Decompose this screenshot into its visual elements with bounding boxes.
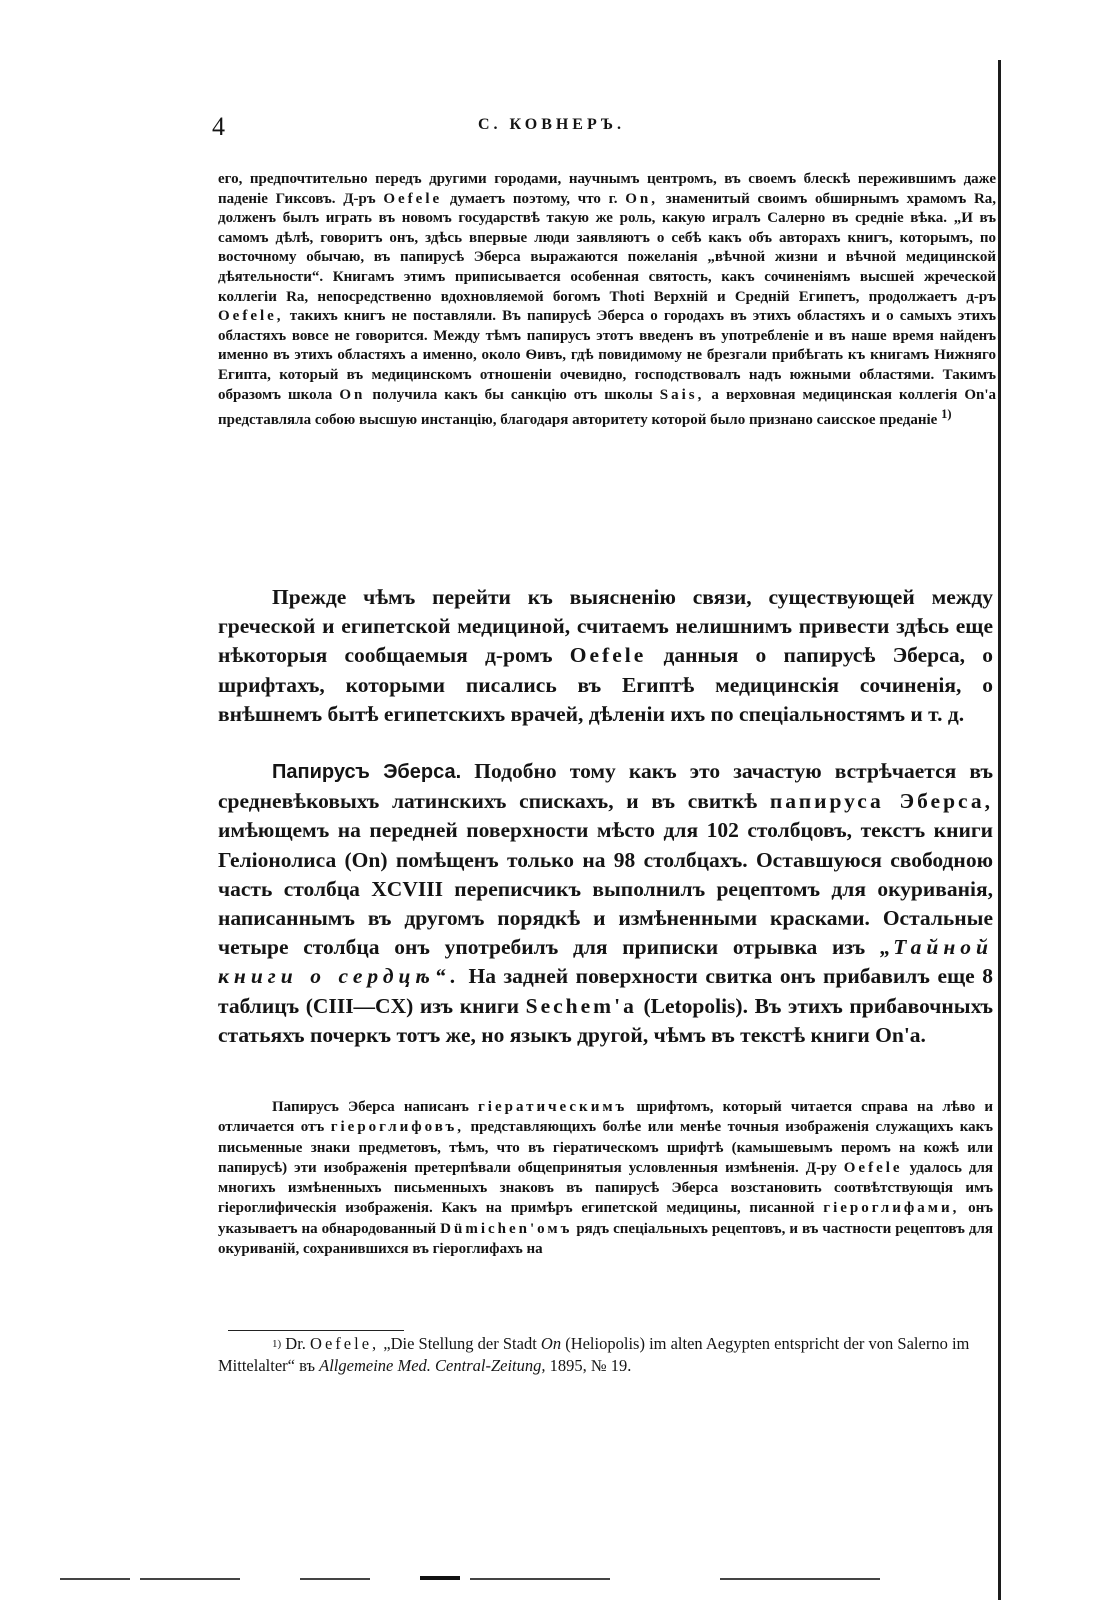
page-number: 4 <box>212 112 225 141</box>
hieratic-paragraph <box>218 1097 993 1259</box>
page-edge-rule <box>998 60 1001 1600</box>
footnote-city: On <box>540 1334 562 1353</box>
name-ra: Ra, <box>286 288 309 305</box>
main-paragraph <box>218 583 993 729</box>
papyrus-ebers-term: папируса Эберса, <box>769 789 993 814</box>
running-head: С. КОВНЕРЪ. <box>477 116 625 133</box>
text-run: его, предпочтительно передъ другими городами, научнымъ центромъ, въ своемъ блескѣ пережившимъ даже паденіе Гиксовъ. Д-ръ <box>218 171 996 207</box>
footnote-divider <box>228 1330 404 1331</box>
text-run: знаменитый своимъ обширнымъ храмомъ <box>665 190 967 207</box>
name-oefele: Oefele <box>569 643 647 668</box>
secret-book-title: „Тайной книги о сердцѣ“. <box>218 935 994 989</box>
scan-artifact <box>300 1578 370 1580</box>
footnote-author: Oefele, <box>310 1334 380 1353</box>
text-run: непосредственно вдохновляемой богомъ Thoti Верхній и Средній Египетъ, продолжаетъ д-ръ <box>317 288 997 305</box>
name-sechem: Sechem'a <box>525 993 637 1018</box>
term-hieroglyphs: гіероглифами, <box>823 1200 960 1217</box>
small-print-paragraph <box>218 170 996 431</box>
text-run: получила какъ бы санкцію отъ школы <box>372 386 653 403</box>
scan-artifact <box>470 1578 610 1580</box>
scan-artifact <box>420 1576 460 1580</box>
text-run: онъ указываетъ на обнародованный <box>218 1200 993 1237</box>
text-run: долженъ былъ играть въ новомъ государствѣ такую же роль, какую игралъ Салерно въ средніе вѣка. „И въ самомъ дѣлѣ, говоритъ онъ, здѣсь впервые люди заявляютъ о себѣ какъ объ авторахъ книгъ, которымъ, по восточному обычаю, въ папирусѣ Эберса выражаются пожеланія „вѣчной жизни и вѣчной медицинской дѣятельности“. Книгамъ этимъ приписывается особенная святость, какъ сочиненіямъ высшей жреческой коллегіи <box>218 210 996 305</box>
text-run: думаетъ поэтому, что г. <box>449 190 618 207</box>
scan-artifact <box>140 1578 240 1580</box>
name-oefele: Oefele <box>843 1159 903 1176</box>
text-run: На задней поверхности свитка онъ прибавилъ еще 8 таблицъ (CIII—CX) изъ книги <box>218 964 993 1018</box>
footnote-author-prefix: Dr. <box>285 1334 306 1353</box>
footnote-issue: 1895, № 19. <box>549 1356 632 1375</box>
text-run: шрифтомъ, который читается справа на лѣво и отличается отъ <box>218 1099 993 1136</box>
text-run: такихъ книгъ не поставляли. Въ папирусѣ Эберса о городахъ въ этихъ областяхъ и о самыхъ этихъ областяхъ вовсе не говорится. Между тѣмъ папирусъ этотъ введенъ въ употребленіе и въ наше время найденъ именно въ этихъ областяхъ а именно, около Ѳивъ, гдѣ повидимому не брезгали прибѣгать къ книгамъ Нижняго Египта, который въ медицинскомъ отношеніи очевидно, господствовалъ надъ южными областями. Такимъ образомъ школа <box>218 308 996 403</box>
text-run: данныя о папирусѣ Эберса, о шрифтахъ, которыми писались въ Египтѣ медицинскія сочиненія, о внѣшнемъ бытѣ египетскихъ врачей, дѣленіи ихъ по спеціальностямъ и т. д. <box>218 643 994 726</box>
footnote-mark: 1) <box>272 1338 282 1350</box>
footnote <box>218 1333 993 1377</box>
name-oefele: Oefele, <box>218 308 284 325</box>
footnote-reference: 1) <box>941 407 952 422</box>
scan-artifact <box>60 1578 130 1580</box>
scan-artifact <box>720 1578 880 1580</box>
name-on: On <box>339 386 366 403</box>
text-run: Папирусъ Эберса написанъ <box>272 1099 469 1115</box>
text-run: представляющихъ болѣе или менѣе точныя изображенія служащихъ какъ письменные знаки предметовъ, тѣмъ, что въ гіератическомъ шрифтѣ (камышевымъ перомъ на кожѣ или папирусѣ) эти изображенія претерпѣвали общепринятыя условленныя измѣненія. Д-ру <box>218 1119 993 1176</box>
name-oefele: Oefele <box>383 190 443 207</box>
text-run: Подобно тому какъ это зачастую встрѣчается въ средневѣковыхъ латинскихъ спискахъ, и въ свиткѣ <box>218 759 993 814</box>
papyrus-paragraph <box>218 757 993 1050</box>
footnote-title: (Heliopolis) im alten Aegypten entspricht der von Salerno im Mittelalter“ въ <box>218 1334 970 1375</box>
text-run: рядъ спеціальныхъ рецептовъ, и въ частности рецептовъ для окуриваній, сохранившихся въ гіероглифахъ на <box>218 1220 994 1258</box>
text-run: а верховная медицинская коллегія On'а представляла собою высшую инстанцію, благодаря авторитету которой было признано саисское преданіе <box>218 386 997 429</box>
term-hieratic: гіератическимъ <box>478 1099 628 1115</box>
text-run: Прежде чѣмъ перейти къ выясненію связи, существующей между греческой и египетской медициной, считаемъ нелишнимъ привести здѣсь еще нѣкоторыя сообщаемыя д-ромъ <box>218 585 993 668</box>
name-dumichen: Dümichen'омъ <box>440 1220 573 1237</box>
footnote-journal: Allgemeine Med. Central-Zeitung, <box>319 1356 546 1375</box>
term-hieroglyphs: гieроглифовъ, <box>330 1119 465 1136</box>
section-lead: Папирусъ Эберса. <box>272 761 462 783</box>
text-run: (Letopolis). Въ этихъ прибавочныхъ статьяхъ почеркъ тотъ же, но языкъ другой, чѣмъ въ текстѣ книги On'а. <box>218 993 994 1047</box>
name-on: On, <box>625 190 658 207</box>
text-run: имѣющемъ на передней поверхности мѣсто для 102 столбцовъ, текстъ книги Геліонолиса (On) помѣщенъ только на 98 столбцахъ. Оставшуюся свободною часть столбца XCVIII переписчикъ выполнилъ рецептомъ для окуриванія, написаннымъ въ другомъ порядкѣ и измѣненными красками. Остальные четыре столбца онъ употребилъ для приписки отрывка изъ <box>218 818 993 960</box>
page-header <box>0 112 1103 142</box>
text-run: удалось для многихъ измѣненныхъ письменныхъ знаковъ въ папирусѣ Эберса возстановить соотвѣтствующія имъ гіероглифическія изображенія. Какъ на примѣръ египетской медицины, писанной <box>218 1159 994 1217</box>
footnote-title: „Die Stellung der Stadt <box>383 1334 537 1353</box>
name-sais: Sais, <box>659 386 705 403</box>
name-ra: Ra, <box>973 190 997 207</box>
